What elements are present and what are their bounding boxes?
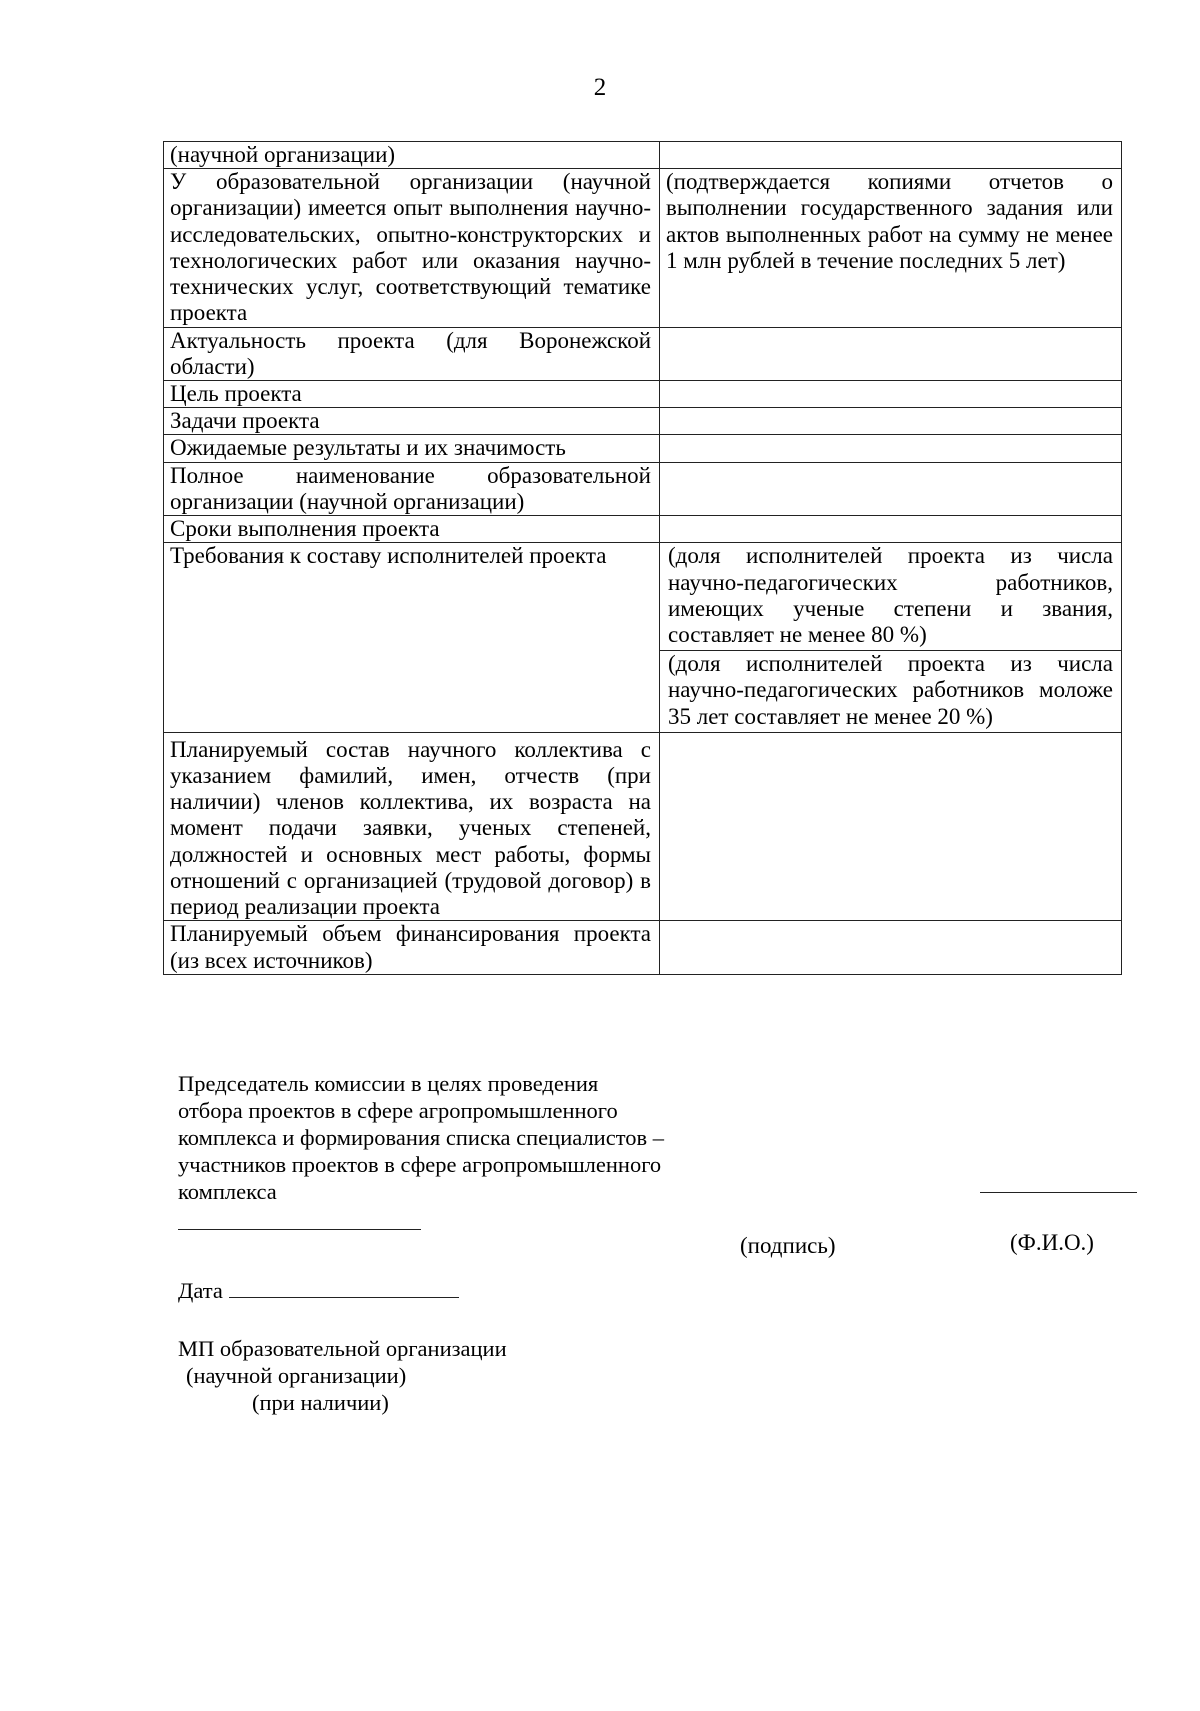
table-row: [164, 462, 1122, 515]
chairman-block: [178, 1070, 738, 1205]
row-value-split: [660, 543, 1122, 733]
name-caption: (Ф.И.О.): [1010, 1230, 1094, 1255]
stamp-place-block: [178, 1335, 507, 1416]
row-label: Ожидаемые результаты и их значимость: [164, 435, 660, 462]
row-value[interactable]: (подтверждается копиями отчетов о выполнении государственного задания или актов выполненных работ на сумму не менее 1 млн рублей в течение последних 5 лет): [660, 169, 1122, 327]
table-row: [164, 380, 1122, 407]
table-row: [164, 169, 1122, 327]
row-label: (научной организации): [164, 142, 660, 169]
row-label: Сроки выполнения проекта: [164, 516, 660, 543]
row-label: Актуальность проекта (для Воронежской области): [164, 327, 660, 380]
row-label: Цель проекта: [164, 380, 660, 407]
chair-line: комплекса и формирования списка специалистов –: [178, 1125, 664, 1150]
chair-line: отбора проектов в сфере агропромышленного: [178, 1098, 618, 1123]
mp-line: МП образовательной организации: [178, 1336, 507, 1361]
row-value[interactable]: [660, 380, 1122, 407]
signature-blank-line[interactable]: [178, 1229, 421, 1230]
row-value[interactable]: [660, 732, 1122, 921]
row-value[interactable]: [660, 327, 1122, 380]
row-value[interactable]: [660, 516, 1122, 543]
row-value[interactable]: [660, 462, 1122, 515]
signature-caption: (подпись): [740, 1233, 836, 1258]
row-label: Полное наименование образовательной организации (научной организации): [164, 462, 660, 515]
table-row: [164, 327, 1122, 380]
row-label: Планируемый объем финансирования проекта (из всех источников): [164, 921, 660, 974]
chair-line: участников проектов в сфере агропромышленного: [178, 1152, 662, 1177]
row-value[interactable]: [660, 408, 1122, 435]
table-row: [164, 408, 1122, 435]
row-label: Задачи проекта: [164, 408, 660, 435]
chair-line: Председатель комиссии в целях проведения: [178, 1071, 599, 1096]
table-row: [164, 921, 1122, 974]
date-label: Дата: [178, 1278, 223, 1303]
row-value[interactable]: [660, 142, 1122, 169]
table-row: [164, 732, 1122, 921]
table-row: [164, 435, 1122, 462]
mp-line: (научной организации): [186, 1363, 407, 1388]
row-label: У образовательной организации (научной организации) имеется опыт выполнения научно-исследовательских, опытно-конструкторских и технологических работ или оказания научно-технических услуг, соответствующий тематике проекта: [164, 169, 660, 327]
row-value[interactable]: [660, 921, 1122, 974]
name-blank-line[interactable]: [980, 1192, 1137, 1193]
table-row: [164, 516, 1122, 543]
date-blank-line[interactable]: [229, 1279, 459, 1298]
chair-line: комплекса: [178, 1179, 277, 1204]
page-number: 2: [593, 74, 607, 101]
table-row: [164, 543, 1122, 733]
requirement-young-share[interactable]: (доля исполнителей проекта из числа научно-педагогических работников моложе 35 лет составляет не менее 20 %): [660, 650, 1121, 732]
date-field: [178, 1278, 459, 1304]
row-label: Требования к составу исполнителей проекта: [164, 543, 660, 733]
row-value[interactable]: [660, 435, 1122, 462]
row-label: Планируемый состав научного коллектива с указанием фамилий, имен, отчеств (при наличии) членов коллектива, их возраста на момент подачи заявки, ученых степеней, должностей и основных мест работы, формы отношений с организацией (трудовой договор) в период реализации проекта: [164, 732, 660, 921]
table-row: [164, 142, 1122, 169]
application-form-table: [163, 141, 1122, 975]
mp-line: (при наличии): [252, 1390, 389, 1415]
requirement-degree-share[interactable]: (доля исполнителей проекта из числа научно-педагогических работников, имеющих ученые степени и звания, составляет не менее 80 %): [668, 543, 1113, 647]
